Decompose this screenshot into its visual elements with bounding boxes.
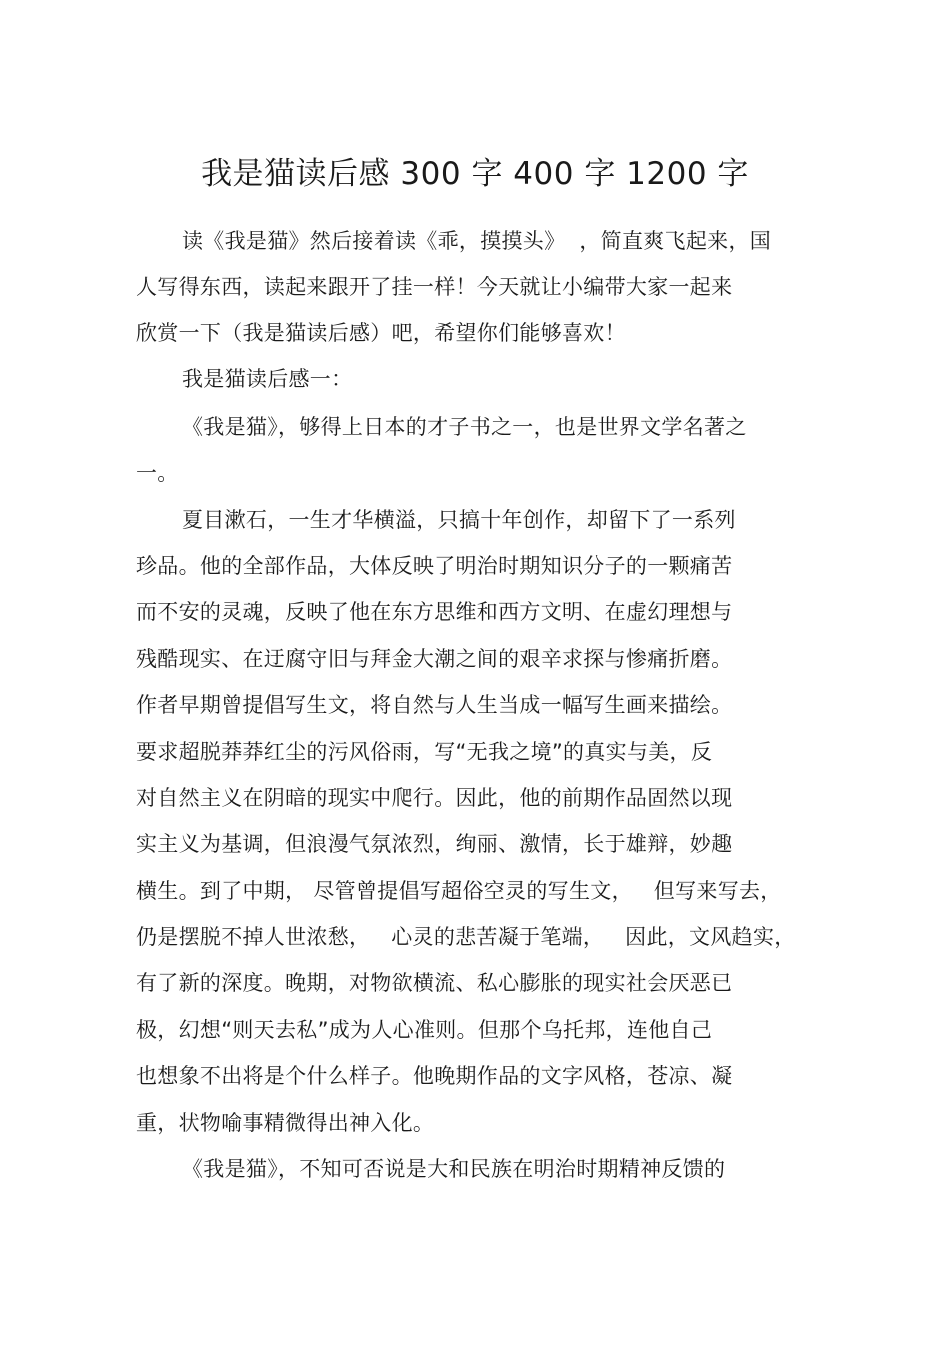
text-line: 也想象不出将是个什么样子。他晚期作品的文字风格，苍凉、凝	[136, 1064, 733, 1088]
text-line: 夏目漱石，一生才华横溢，只搞十年创作，却留下了一系列	[182, 508, 736, 532]
text-line: 要求超脱莽莽红尘的污风俗雨，写“无我之境”的真实与美，反	[136, 740, 713, 764]
text-line: 有了新的深度。晚期，对物欲横流、私心膨胀的现实社会厌恶已	[136, 971, 733, 995]
text-line: 一。	[136, 461, 179, 485]
text-line: 人写得东西，读起来跟开了挂一样！今天就让小编带大家一起来	[136, 275, 733, 299]
text-line: 而不安的灵魂，反映了他在东方思维和西方文明、在虚幻理想与	[136, 600, 733, 624]
text-line: 欣赏一下（我是猫读后感）吧，希望你们能够喜欢！	[136, 321, 626, 345]
text-line: 横生。到了中期， 尽管曾提倡写超俗空灵的写生文， 但写来写去，	[136, 879, 782, 903]
text-line: 实主义为基调，但浪漫气氛浓烈，绚丽、激情，长于雄辩，妙趣	[136, 832, 733, 856]
text-line: 作者早期曾提倡写生文，将自然与人生当成一幅写生画来描绘。	[136, 693, 733, 717]
text-line: 《我是猫》，不知可否说是大和民族在明治时期精神反馈的	[182, 1157, 726, 1181]
text-line: 读《我是猫》然后接着读《乖，摸摸头》 ，简直爽飞起来，国	[182, 229, 772, 253]
text-line: 珍品。他的全部作品，大体反映了明治时期知识分子的一颗痛苦	[136, 554, 733, 578]
section-heading: 我是猫读后感一：	[182, 367, 353, 391]
text-line: 重，状物喻事精微得出神入化。	[136, 1111, 435, 1135]
document-title: 我是猫读后感 300 字 400 字 1200 字	[201, 156, 749, 192]
text-line: 残酷现实、在迂腐守旧与拜金大潮之间的艰辛求探与惨痛折磨。	[136, 647, 733, 671]
text-line: 极，幻想“则天去私”成为人心准则。但那个乌托邦，连他自己	[136, 1018, 713, 1042]
text-line: 仍是摆脱不掉人世浓愁， 心灵的悲苦凝于笔端， 因此，文风趋实，	[136, 925, 796, 949]
text-line: 对自然主义在阴暗的现实中爬行。因此，他的前期作品固然以现	[136, 786, 733, 810]
text-line: 《我是猫》，够得上日本的才子书之一，也是世界文学名著之	[182, 415, 747, 439]
